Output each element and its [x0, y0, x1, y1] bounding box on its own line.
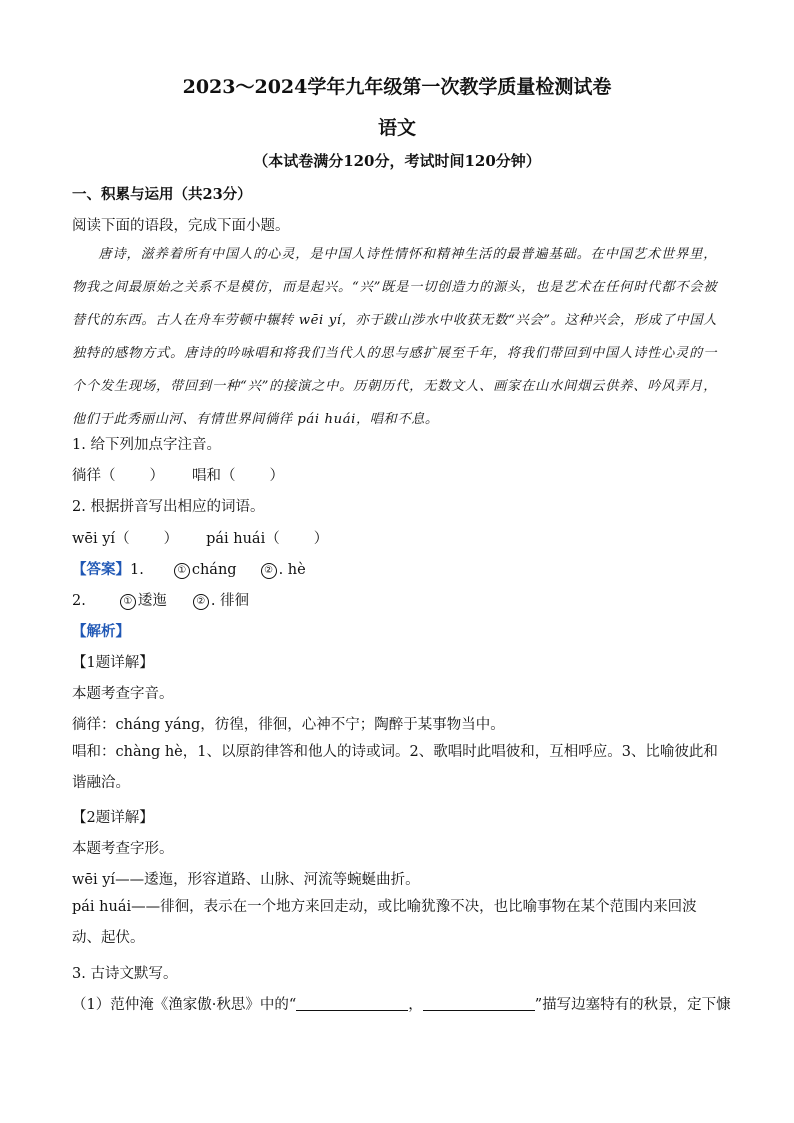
circle-2-icon: ② [261, 563, 277, 579]
q3-item-1-sep: ， [408, 997, 423, 1013]
q3-stem: 3. 古诗文默写。 [72, 966, 178, 982]
subject-title: 语文 [377, 117, 416, 139]
q3-item-1-suffix: ”描写边塞特有的秋景，定下慷 [534, 997, 731, 1013]
fill-blank-1[interactable] [296, 996, 408, 1011]
q2-items [72, 527, 328, 548]
answer-1-value-1: cháng [191, 562, 237, 578]
q2-item1-close: ） [163, 531, 179, 547]
analysis-tag: 【解析】 [72, 623, 130, 640]
circle-1-icon: ① [120, 594, 136, 610]
q1-stem: 1. 给下列加点字注音。 [72, 437, 221, 453]
q1-item2: 唱和（ [192, 468, 236, 484]
answer-tag: 【答案】 [72, 561, 130, 578]
q1-items [72, 464, 284, 485]
answer-line-1 [72, 558, 306, 579]
q2-stem: 2. 根据拼音写出相应的词语。 [72, 499, 265, 515]
q1-item1: 徜徉（ [72, 468, 116, 484]
detail-1-heading: 【1题详解】 [72, 655, 154, 671]
detail-1-line-1: 本题考查字音。 [72, 686, 174, 702]
q1-item1-close: ） [149, 468, 164, 484]
exam-note: （本试卷满分120分，考试时间120分钟） [253, 152, 541, 170]
detail-2-heading: 【2题详解】 [72, 810, 154, 826]
q2-item1: wēi yí（ [72, 531, 130, 547]
fill-blank-2[interactable] [423, 996, 535, 1011]
answer-line-2 [72, 589, 249, 610]
detail-1-line-2: 徜徉：cháng yáng，彷徨，徘徊，心神不宁；陶醉于某事物当中。 [72, 717, 505, 733]
answer-2-value-2: . 徘徊 [210, 593, 250, 609]
exam-title: 2023～2024学年九年级第一次教学质量检测试卷 [182, 76, 612, 98]
answer-2-num: 2. [72, 593, 86, 609]
q1-item2-close: ） [269, 468, 284, 484]
q3-item-1 [72, 993, 731, 1014]
answer-2-value-1: 逶迤 [137, 593, 167, 609]
q3-item-1-prefix: （1）范仲淹《渔家傲·秋思》中的“ [72, 997, 297, 1013]
detail-2-line-1: 本题考查字形。 [72, 841, 174, 857]
q2-item2-close: ） [313, 531, 329, 547]
answer-1-value-2: . hè [278, 562, 306, 578]
detail-2-line-2: wēi yí——逶迤，形容道路、山脉、河流等蜿蜒曲折。 [72, 872, 420, 888]
q2-item2: pái huái（ [206, 531, 280, 547]
detail-2-line-3-block [72, 892, 720, 954]
detail-2-line-3: pái huái——徘徊，表示在一个地方来回走动，或比喻犹豫不决，也比喻事物在某个范围内来回波动、起伏。 [72, 899, 697, 946]
section-heading: 一、积累与运用（共23分） [72, 186, 252, 203]
circle-2-icon: ② [193, 594, 209, 610]
detail-1-line-3: 唱和：chàng hè，1、以原韵律答和他人的诗或词。2、歌唱时此唱彼和，互相呼应。3、比喻彼此和谐融洽。 [72, 744, 718, 791]
passage-text: 唐诗，滋养着所有中国人的心灵，是中国人诗性情怀和精神生活的最普遍基础。在中国艺术世界里，物我之间最原始之关系不是模仿，而是起兴。“兴”既是一切创造力的源头，也是艺术在任何时代都不会被替代的东西。古人在舟车劳顿中辗转 wēi yí，亦于跋山涉水中收获无数“兴会”。这种兴会，形成了中国人独特的感物方式。唐诗的吟咏唱和将我们当代人的思与感扩展至千年，将我们带回到中国人诗性心灵的一个个发生现场，带回到一种“兴”的接演之中。历朝历代，无数文人、画家在山水间烟云供养、吟风弄月，他们于此秀丽山河、有情世界间徜徉 pái huái，唱和不息。 [72, 247, 717, 427]
reading-passage [72, 238, 717, 436]
circle-1-icon: ① [174, 563, 190, 579]
instruction: 阅读下面的语段，完成下面小题。 [72, 218, 290, 234]
answer-1-num: 1. [130, 562, 144, 578]
detail-1-line-3-block [72, 737, 720, 799]
